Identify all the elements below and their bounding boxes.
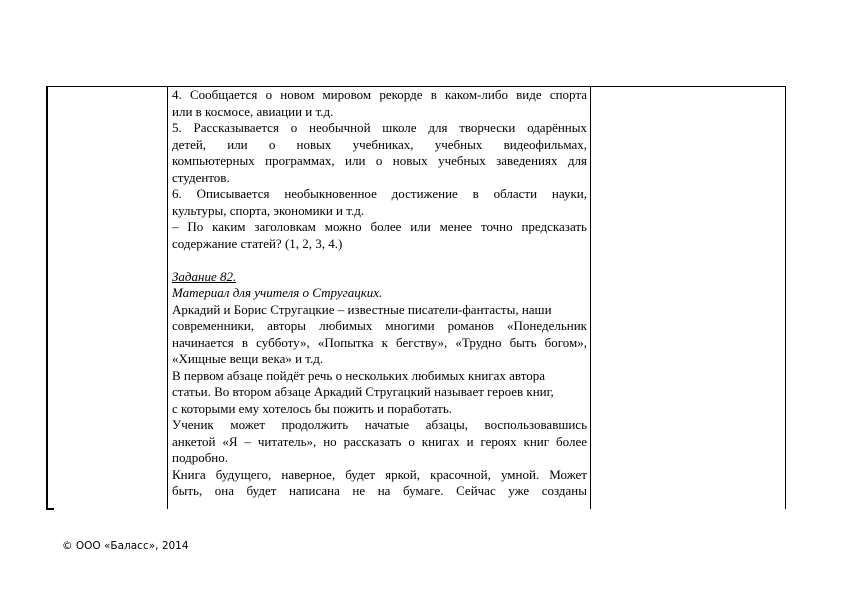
text-line: анкетой «Я – читатель», но рассказать о книгах и героях книг более [172,433,587,449]
text-line: детей, или о новых учебниках, учебных видеофильмах, [172,136,587,152]
text-line: – По каким заголовкам можно более или менее точно предсказать [172,219,587,234]
text-line: Ученик может продолжить начатые абзацы, воспользовавшись [172,417,587,432]
text-line: компьютерных программах, или о новых учебных заведениях для [172,153,587,168]
table-middle-column [168,87,591,509]
table-left-column [48,87,168,509]
text-line: Задание 82. [172,268,237,284]
blank-line [172,252,587,269]
text-line: 6. Описывается необыкновенное достижение в области науки, [172,186,587,201]
content-table [46,86,786,509]
text-line: современники, авторы любимых многими романов «Понедельник [172,318,587,333]
text-line: Материал для учителя о Стругацких. [172,285,383,300]
text-line: В первом абзаце пойдёт речь о нескольких любимых книгах автора [172,367,546,383]
text-line: статьи. Во втором абзаце Аркадий Стругацкий называет героев книг, [172,384,554,399]
text-line: студентов. [172,169,230,185]
text-line: подробно. [172,450,229,465]
text-line: быть, она будет написана не на бумаге. Сейчас уже созданы [172,483,587,498]
text-line: культуры, спорта, экономики и т.д. [172,202,365,218]
text-line: содержание статей? (1, 2, 3, 4.) [172,235,343,251]
text-line: «Хищные вещи века» и т.д. [172,351,324,366]
table-right-column [591,87,785,509]
text-line: 4. Сообщается о новом мировом рекорде в каком-либо виде спорта [172,87,587,102]
text-line: начинается в субботу», «Попытка к бегству», «Трудно быть богом», [172,334,587,350]
text-line: с которыми ему хотелось бы пожить и поработать. [172,400,453,416]
table-border-mark [46,508,54,510]
text-line: Аркадий и Борис Стругацкие – известные писатели-фантасты, наши [172,301,552,317]
text-line: 5. Рассказывается о необычной школе для творчески одарённых [172,120,587,135]
footer-copyright: © ООО «Баласс», 2014 [62,540,189,552]
text-line: или в космосе, авиации и т.д. [172,103,334,119]
text-line: Книга будущего, наверное, будет яркой, красочной, умной. Может [172,466,587,482]
